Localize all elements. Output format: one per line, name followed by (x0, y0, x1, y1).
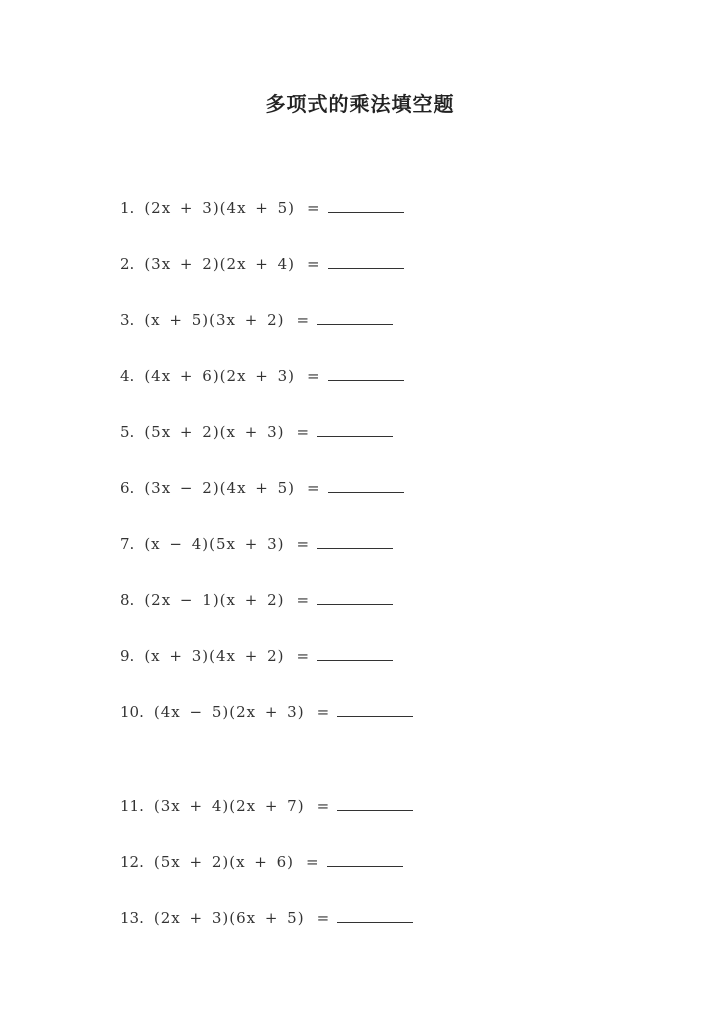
problem-expression: (4x + 6)(2x + 3) (144, 367, 296, 385)
equals-sign: = (307, 479, 320, 497)
problem-item (120, 198, 404, 218)
problem-number: 2. (120, 255, 135, 273)
problem-number: 10. (120, 703, 144, 721)
problem-expression: (x + 5)(3x + 2) (144, 311, 285, 329)
problem-number: 6. (120, 479, 135, 497)
answer-blank[interactable] (328, 198, 404, 213)
problem-number: 12. (120, 853, 144, 871)
problem-item (120, 796, 413, 816)
problem-item (120, 590, 393, 610)
problem-expression: (3x + 2)(2x + 4) (144, 255, 296, 273)
problem-item (120, 908, 413, 928)
problem-item (120, 422, 393, 442)
answer-blank[interactable] (317, 646, 393, 661)
problem-item (120, 366, 404, 386)
equals-sign: = (296, 591, 310, 609)
problem-number: 1. (120, 199, 135, 217)
problem-expression: (5x + 2)(x + 6) (153, 853, 295, 871)
equals-sign: = (306, 853, 319, 871)
equals-sign: = (316, 909, 330, 927)
problem-expression: (2x + 3)(6x + 5) (153, 909, 305, 927)
answer-blank[interactable] (337, 908, 413, 923)
problem-number: 5. (120, 423, 135, 441)
problem-number: 11. (120, 797, 144, 815)
problem-expression: (4x − 5)(2x + 3) (153, 703, 305, 721)
problem-item (120, 254, 404, 274)
problem-item (120, 646, 393, 666)
problem-expression: (2x − 1)(x + 2) (144, 591, 285, 609)
problem-number: 9. (120, 647, 135, 665)
problem-expression: (3x + 4)(2x + 7) (153, 797, 305, 815)
problem-item (120, 478, 404, 498)
equals-sign: = (296, 423, 310, 441)
equals-sign: = (296, 311, 310, 329)
equals-sign: = (316, 703, 330, 721)
problem-expression: (x − 4)(5x + 3) (144, 535, 285, 553)
problem-number: 7. (120, 535, 135, 553)
problem-number: 8. (120, 591, 135, 609)
problem-expression: (x + 3)(4x + 2) (144, 647, 285, 665)
equals-sign: = (296, 535, 310, 553)
equals-sign: = (307, 367, 320, 385)
problem-item (120, 310, 393, 330)
equals-sign: = (307, 255, 320, 273)
equals-sign: = (307, 199, 320, 217)
answer-blank[interactable] (317, 534, 393, 549)
problem-item (120, 534, 393, 554)
answer-blank[interactable] (317, 590, 393, 605)
page-title: 多项式的乘法填空题 (265, 92, 455, 116)
problem-number: 3. (120, 311, 135, 329)
problem-number: 13. (120, 909, 144, 927)
answer-blank[interactable] (328, 254, 404, 269)
equals-sign: = (316, 797, 330, 815)
answer-blank[interactable] (328, 478, 404, 493)
answer-blank[interactable] (327, 852, 403, 867)
answer-blank[interactable] (328, 366, 404, 381)
problem-expression: (3x − 2)(4x + 5) (144, 479, 296, 497)
problem-number: 4. (120, 367, 135, 385)
equals-sign: = (296, 647, 310, 665)
problem-expression: (2x + 3)(4x + 5) (144, 199, 296, 217)
problem-item (120, 852, 403, 872)
answer-blank[interactable] (337, 702, 413, 717)
answer-blank[interactable] (337, 796, 413, 811)
answer-blank[interactable] (317, 310, 393, 325)
problem-expression: (5x + 2)(x + 3) (144, 423, 285, 441)
answer-blank[interactable] (317, 422, 393, 437)
problem-item (120, 702, 413, 722)
